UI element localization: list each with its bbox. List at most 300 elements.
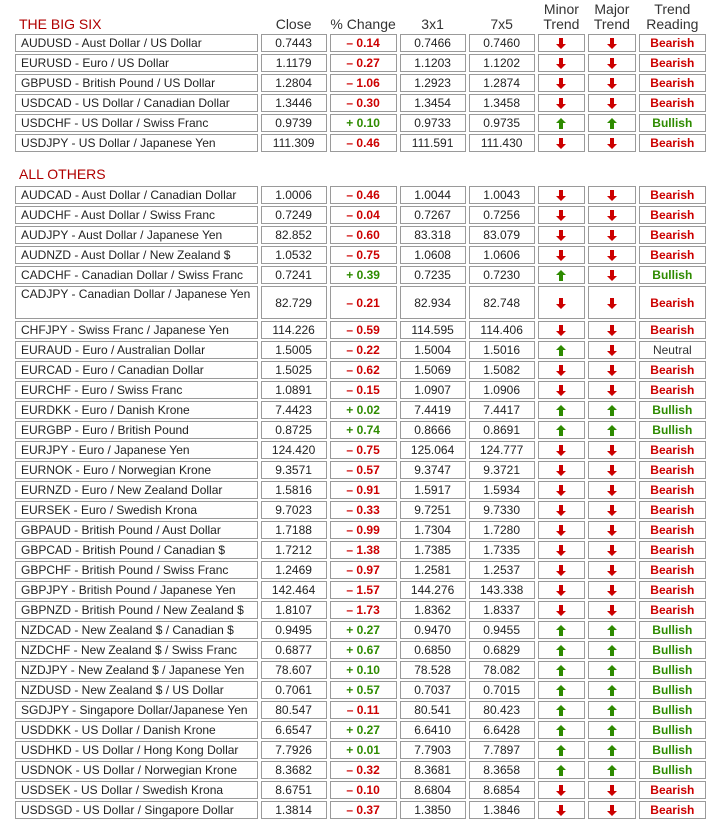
arrow-down-icon <box>607 98 617 109</box>
value-7x5: 1.5016 <box>469 341 535 359</box>
trend-reading: Bearish <box>639 541 706 559</box>
major-trend <box>588 681 635 699</box>
table-row[interactable] <box>15 781 706 799</box>
trend-reading: Bullish <box>639 401 706 419</box>
arrow-down-icon <box>556 505 566 516</box>
arrow-up-icon <box>607 118 617 129</box>
value-3x1: 0.7466 <box>400 34 466 52</box>
pair-name[interactable]: USDNOK - US Dollar / Norwegian Krone <box>15 761 258 779</box>
percent-change: – 1.38 <box>330 541 397 559</box>
major-trend <box>588 286 635 319</box>
percent-change: + 0.67 <box>330 641 397 659</box>
trend-reading: Bullish <box>639 661 706 679</box>
trend-reading: Bearish <box>639 226 706 244</box>
arrow-down-icon <box>556 298 566 309</box>
minor-trend <box>538 601 585 619</box>
pair-name[interactable]: GBPAUD - British Pound / Aust Dollar <box>15 521 258 539</box>
minor-trend <box>538 761 585 779</box>
trend-table <box>12 0 709 821</box>
pair-name[interactable]: EURJPY - Euro / Japanese Yen <box>15 441 258 459</box>
percent-change: – 0.21 <box>330 286 397 319</box>
table-row[interactable] <box>15 461 706 479</box>
table-row[interactable] <box>15 341 706 359</box>
trend-reading: Bearish <box>639 781 706 799</box>
minor-trend <box>538 701 585 719</box>
arrow-down-icon <box>556 38 566 49</box>
pair-name[interactable]: EURNOK - Euro / Norwegian Krone <box>15 461 258 479</box>
close-value: 114.226 <box>261 321 327 339</box>
minor-trend <box>538 94 585 112</box>
close-value: 1.0891 <box>261 381 327 399</box>
percent-change: + 0.27 <box>330 621 397 639</box>
table-row[interactable] <box>15 54 706 72</box>
close-value: 1.5816 <box>261 481 327 499</box>
major-trend <box>588 421 635 439</box>
table-row[interactable] <box>15 641 706 659</box>
minor-trend <box>538 34 585 52</box>
pair-name[interactable]: AUDJPY - Aust Dollar / Japanese Yen <box>15 226 258 244</box>
arrow-down-icon <box>607 250 617 261</box>
percent-change: – 0.97 <box>330 561 397 579</box>
section-title-all-others: ALL OTHERS <box>19 166 106 182</box>
major-trend <box>588 541 635 559</box>
major-trend <box>588 521 635 539</box>
value-3x1: 1.1203 <box>400 54 466 72</box>
value-7x5: 1.0906 <box>469 381 535 399</box>
pair-name[interactable]: GBPCAD - British Pound / Canadian $ <box>15 541 258 559</box>
col-header-3x1: 3x1 <box>421 16 444 32</box>
arrow-up-icon <box>556 705 566 716</box>
arrow-down-icon <box>556 585 566 596</box>
table-row[interactable] <box>15 114 706 132</box>
percent-change: + 0.02 <box>330 401 397 419</box>
arrow-down-icon <box>607 345 617 356</box>
major-trend <box>588 361 635 379</box>
trend-reading: Bearish <box>639 441 706 459</box>
value-7x5: 78.082 <box>469 661 535 679</box>
value-3x1: 1.5004 <box>400 341 466 359</box>
percent-change: – 0.32 <box>330 761 397 779</box>
major-trend <box>588 341 635 359</box>
value-3x1: 0.8666 <box>400 421 466 439</box>
trend-reading: Bearish <box>639 481 706 499</box>
minor-trend <box>538 481 585 499</box>
value-7x5: 9.3721 <box>469 461 535 479</box>
table-row[interactable] <box>15 801 706 819</box>
pair-name[interactable]: USDHKD - US Dollar / Hong Kong Dollar <box>15 741 258 759</box>
value-7x5: 0.8691 <box>469 421 535 439</box>
arrow-down-icon <box>607 78 617 89</box>
arrow-down-icon <box>556 545 566 556</box>
arrow-up-icon <box>556 725 566 736</box>
pair-name[interactable]: USDJPY - US Dollar / Japanese Yen <box>15 134 258 152</box>
spacer-cell <box>15 154 706 162</box>
arrow-down-icon <box>607 505 617 516</box>
major-trend <box>588 581 635 599</box>
value-3x1: 1.5917 <box>400 481 466 499</box>
minor-trend <box>538 621 585 639</box>
pair-name[interactable]: AUDNZD - Aust Dollar / New Zealand $ <box>15 246 258 264</box>
arrow-up-icon <box>556 625 566 636</box>
arrow-down-icon <box>556 565 566 576</box>
value-7x5: 0.7015 <box>469 681 535 699</box>
percent-change: + 0.27 <box>330 721 397 739</box>
arrow-up-icon <box>607 745 617 756</box>
value-3x1: 9.7251 <box>400 501 466 519</box>
value-7x5: 8.3658 <box>469 761 535 779</box>
table-row[interactable] <box>15 561 706 579</box>
arrow-up-icon <box>607 645 617 656</box>
trend-reading: Bearish <box>639 34 706 52</box>
value-7x5: 1.8337 <box>469 601 535 619</box>
percent-change: + 0.10 <box>330 661 397 679</box>
value-7x5: 124.777 <box>469 441 535 459</box>
arrow-down-icon <box>607 325 617 336</box>
arrow-up-icon <box>556 745 566 756</box>
close-value: 8.3682 <box>261 761 327 779</box>
table-row[interactable] <box>15 321 706 339</box>
minor-trend <box>538 721 585 739</box>
arrow-down-icon <box>607 785 617 796</box>
major-trend <box>588 246 635 264</box>
arrow-down-icon <box>556 78 566 89</box>
minor-trend <box>538 741 585 759</box>
pair-name[interactable]: SGDJPY - Singapore Dollar/Japanese Yen <box>15 701 258 719</box>
value-7x5: 1.0606 <box>469 246 535 264</box>
arrow-down-icon <box>607 190 617 201</box>
pair-name[interactable]: EURCHF - Euro / Swiss Franc <box>15 381 258 399</box>
pair-name[interactable]: EURDKK - Euro / Danish Krone <box>15 401 258 419</box>
pair-name[interactable]: USDSGD - US Dollar / Singapore Dollar <box>15 801 258 819</box>
major-trend <box>588 661 635 679</box>
trend-reading: Bearish <box>639 206 706 224</box>
value-7x5: 80.423 <box>469 701 535 719</box>
arrow-down-icon <box>607 230 617 241</box>
percent-change: – 1.57 <box>330 581 397 599</box>
pair-name[interactable]: EURUSD - Euro / US Dollar <box>15 54 258 72</box>
major-trend <box>588 186 635 204</box>
major-trend <box>588 266 635 284</box>
table-row[interactable] <box>15 621 706 639</box>
major-trend <box>588 381 635 399</box>
table-row[interactable] <box>15 741 706 759</box>
value-7x5: 7.4417 <box>469 401 535 419</box>
major-trend <box>588 801 635 819</box>
percent-change: + 0.74 <box>330 421 397 439</box>
value-7x5: 1.2874 <box>469 74 535 92</box>
value-7x5: 1.3846 <box>469 801 535 819</box>
major-trend <box>588 206 635 224</box>
arrow-down-icon <box>607 365 617 376</box>
trend-reading: Bearish <box>639 54 706 72</box>
value-3x1: 83.318 <box>400 226 466 244</box>
arrow-up-icon <box>556 425 566 436</box>
value-3x1: 8.6804 <box>400 781 466 799</box>
value-7x5: 114.406 <box>469 321 535 339</box>
pair-name[interactable]: EURNZD - Euro / New Zealand Dollar <box>15 481 258 499</box>
major-trend <box>588 601 635 619</box>
table-row[interactable] <box>15 761 706 779</box>
minor-trend <box>538 461 585 479</box>
percent-change: – 0.30 <box>330 94 397 112</box>
close-value: 0.6877 <box>261 641 327 659</box>
arrow-down-icon <box>607 138 617 149</box>
percent-change: – 0.91 <box>330 481 397 499</box>
close-value: 1.7212 <box>261 541 327 559</box>
close-value: 1.7188 <box>261 521 327 539</box>
major-trend <box>588 114 635 132</box>
close-value: 1.8107 <box>261 601 327 619</box>
minor-trend <box>538 421 585 439</box>
major-trend <box>588 74 635 92</box>
table-row[interactable] <box>15 74 706 92</box>
table-row[interactable] <box>15 521 706 539</box>
value-3x1: 8.3681 <box>400 761 466 779</box>
arrow-up-icon <box>556 345 566 356</box>
table-row[interactable] <box>15 661 706 679</box>
pair-name[interactable]: AUDCHF - Aust Dollar / Swiss Franc <box>15 206 258 224</box>
close-value: 1.0006 <box>261 186 327 204</box>
value-3x1: 1.0608 <box>400 246 466 264</box>
arrow-down-icon <box>556 385 566 396</box>
major-trend <box>588 134 635 152</box>
table-row[interactable] <box>15 286 706 319</box>
arrow-down-icon <box>556 98 566 109</box>
arrow-down-icon <box>607 805 617 816</box>
pair-name[interactable]: CHFJPY - Swiss Franc / Japanese Yen <box>15 321 258 339</box>
arrow-down-icon <box>607 298 617 309</box>
table-row[interactable] <box>15 441 706 459</box>
close-value: 1.5025 <box>261 361 327 379</box>
percent-change: – 0.59 <box>330 321 397 339</box>
minor-trend <box>538 381 585 399</box>
major-trend <box>588 321 635 339</box>
table-row[interactable] <box>15 266 706 284</box>
close-value: 0.9495 <box>261 621 327 639</box>
minor-trend <box>538 186 585 204</box>
pair-name[interactable]: CADJPY - Canadian Dollar / Japanese Yen <box>15 286 258 319</box>
minor-trend <box>538 641 585 659</box>
value-3x1: 0.6850 <box>400 641 466 659</box>
arrow-down-icon <box>556 365 566 376</box>
arrow-down-icon <box>607 385 617 396</box>
arrow-down-icon <box>607 605 617 616</box>
table-row[interactable] <box>15 541 706 559</box>
value-3x1: 1.8362 <box>400 601 466 619</box>
minor-trend <box>538 114 585 132</box>
arrow-down-icon <box>556 805 566 816</box>
table-row[interactable] <box>15 381 706 399</box>
arrow-up-icon <box>607 705 617 716</box>
arrow-up-icon <box>556 645 566 656</box>
percent-change: – 0.75 <box>330 246 397 264</box>
table-row[interactable] <box>15 581 706 599</box>
arrow-down-icon <box>556 230 566 241</box>
close-value: 1.5005 <box>261 341 327 359</box>
trend-reading: Bearish <box>639 581 706 599</box>
arrow-up-icon <box>556 405 566 416</box>
pair-name[interactable]: USDCHF - US Dollar / Swiss Franc <box>15 114 258 132</box>
value-7x5: 6.6428 <box>469 721 535 739</box>
value-7x5: 7.7897 <box>469 741 535 759</box>
arrow-down-icon <box>556 445 566 456</box>
minor-trend <box>538 341 585 359</box>
table-row[interactable] <box>15 361 706 379</box>
pair-name[interactable]: EURSEK - Euro / Swedish Krona <box>15 501 258 519</box>
value-7x5: 1.1202 <box>469 54 535 72</box>
pair-name[interactable]: EURAUD - Euro / Australian Dollar <box>15 341 258 359</box>
pair-name[interactable]: NZDUSD - New Zealand $ / US Dollar <box>15 681 258 699</box>
arrow-down-icon <box>556 138 566 149</box>
table-row[interactable] <box>15 401 706 419</box>
arrow-down-icon <box>607 445 617 456</box>
close-value: 82.852 <box>261 226 327 244</box>
table-row[interactable] <box>15 721 706 739</box>
table-row[interactable] <box>15 94 706 112</box>
close-value: 8.6751 <box>261 781 327 799</box>
trend-reading: Bearish <box>639 461 706 479</box>
close-value: 82.729 <box>261 286 327 319</box>
close-value: 0.7249 <box>261 206 327 224</box>
arrow-up-icon <box>556 685 566 696</box>
arrow-up-icon <box>556 765 566 776</box>
pair-name[interactable]: NZDJPY - New Zealand $ / Japanese Yen <box>15 661 258 679</box>
value-7x5: 111.430 <box>469 134 535 152</box>
col-header-trend-reading: Trend Reading <box>646 2 699 32</box>
major-trend <box>588 501 635 519</box>
minor-trend <box>538 286 585 319</box>
pair-name[interactable]: USDCAD - US Dollar / Canadian Dollar <box>15 94 258 112</box>
col-header-7x5: 7x5 <box>490 16 513 32</box>
percent-change: – 0.62 <box>330 361 397 379</box>
value-3x1: 7.4419 <box>400 401 466 419</box>
value-7x5: 9.7330 <box>469 501 535 519</box>
percent-change: – 0.75 <box>330 441 397 459</box>
close-value: 111.309 <box>261 134 327 152</box>
arrow-down-icon <box>607 38 617 49</box>
table-row[interactable] <box>15 206 706 224</box>
percent-change: – 0.22 <box>330 341 397 359</box>
pair-name[interactable]: GBPNZD - British Pound / New Zealand $ <box>15 601 258 619</box>
pair-name[interactable]: GBPJPY - British Pound / Japanese Yen <box>15 581 258 599</box>
arrow-down-icon <box>607 525 617 536</box>
section-spacer <box>15 154 706 162</box>
value-7x5: 0.6829 <box>469 641 535 659</box>
minor-trend <box>538 54 585 72</box>
pair-name[interactable]: EURGBP - Euro / British Pound <box>15 421 258 439</box>
percent-change: + 0.39 <box>330 266 397 284</box>
close-value: 1.3814 <box>261 801 327 819</box>
percent-change: – 0.04 <box>330 206 397 224</box>
value-3x1: 1.7385 <box>400 541 466 559</box>
pair-name[interactable]: EURCAD - Euro / Canadian Dollar <box>15 361 258 379</box>
value-7x5: 1.2537 <box>469 561 535 579</box>
major-trend <box>588 441 635 459</box>
percent-change: – 1.73 <box>330 601 397 619</box>
table-row[interactable] <box>15 246 706 264</box>
major-trend <box>588 226 635 244</box>
value-3x1: 1.2581 <box>400 561 466 579</box>
minor-trend <box>538 206 585 224</box>
arrow-up-icon <box>607 765 617 776</box>
trend-reading: Bullish <box>639 421 706 439</box>
table-row[interactable] <box>15 34 706 52</box>
arrow-down-icon <box>556 525 566 536</box>
arrow-up-icon <box>556 665 566 676</box>
percent-change: – 0.46 <box>330 134 397 152</box>
major-trend <box>588 641 635 659</box>
close-value: 80.547 <box>261 701 327 719</box>
close-value: 9.3571 <box>261 461 327 479</box>
value-7x5: 0.7256 <box>469 206 535 224</box>
table-row[interactable] <box>15 421 706 439</box>
arrow-down-icon <box>556 785 566 796</box>
value-3x1: 1.0044 <box>400 186 466 204</box>
value-7x5: 0.7230 <box>469 266 535 284</box>
arrow-down-icon <box>607 58 617 69</box>
percent-change: – 0.27 <box>330 54 397 72</box>
value-3x1: 0.7267 <box>400 206 466 224</box>
pair-name[interactable]: AUDUSD - Aust Dollar / US Dollar <box>15 34 258 52</box>
arrow-down-icon <box>556 250 566 261</box>
table-row[interactable] <box>15 501 706 519</box>
major-trend <box>588 621 635 639</box>
value-7x5: 1.3458 <box>469 94 535 112</box>
table-row[interactable] <box>15 226 706 244</box>
minor-trend <box>538 541 585 559</box>
trend-reading: Neutral <box>639 341 706 359</box>
minor-trend <box>538 561 585 579</box>
pair-name[interactable]: CADCHF - Canadian Dollar / Swiss Franc <box>15 266 258 284</box>
pair-name[interactable]: GBPUSD - British Pound / US Dollar <box>15 74 258 92</box>
arrow-down-icon <box>556 605 566 616</box>
value-3x1: 0.7235 <box>400 266 466 284</box>
close-value: 78.607 <box>261 661 327 679</box>
arrow-down-icon <box>556 485 566 496</box>
pair-name[interactable]: GBPCHF - British Pound / Swiss Franc <box>15 561 258 579</box>
major-trend <box>588 54 635 72</box>
table-row[interactable] <box>15 481 706 499</box>
pair-name[interactable]: AUDCAD - Aust Dollar / Canadian Dollar <box>15 186 258 204</box>
table-row[interactable] <box>15 701 706 719</box>
trend-reading: Bullish <box>639 621 706 639</box>
close-value: 1.2804 <box>261 74 327 92</box>
minor-trend <box>538 246 585 264</box>
pair-name[interactable]: USDDKK - US Dollar / Danish Krone <box>15 721 258 739</box>
table-row[interactable] <box>15 186 706 204</box>
trend-reading: Bullish <box>639 114 706 132</box>
value-7x5: 1.5082 <box>469 361 535 379</box>
pair-name[interactable]: NZDCAD - New Zealand $ / Canadian $ <box>15 621 258 639</box>
minor-trend <box>538 781 585 799</box>
pair-name[interactable]: USDSEK - US Dollar / Swedish Krona <box>15 781 258 799</box>
table-row[interactable] <box>15 601 706 619</box>
minor-trend <box>538 134 585 152</box>
table-row[interactable] <box>15 134 706 152</box>
arrow-down-icon <box>607 210 617 221</box>
arrow-down-icon <box>556 58 566 69</box>
table-row[interactable] <box>15 681 706 699</box>
minor-trend <box>538 661 585 679</box>
trend-reading: Bullish <box>639 641 706 659</box>
trend-reading: Bullish <box>639 266 706 284</box>
major-trend <box>588 561 635 579</box>
value-3x1: 6.6410 <box>400 721 466 739</box>
percent-change: – 0.37 <box>330 801 397 819</box>
value-3x1: 78.528 <box>400 661 466 679</box>
pair-name[interactable]: NZDCHF - New Zealand $ / Swiss Franc <box>15 641 258 659</box>
value-7x5: 1.0043 <box>469 186 535 204</box>
